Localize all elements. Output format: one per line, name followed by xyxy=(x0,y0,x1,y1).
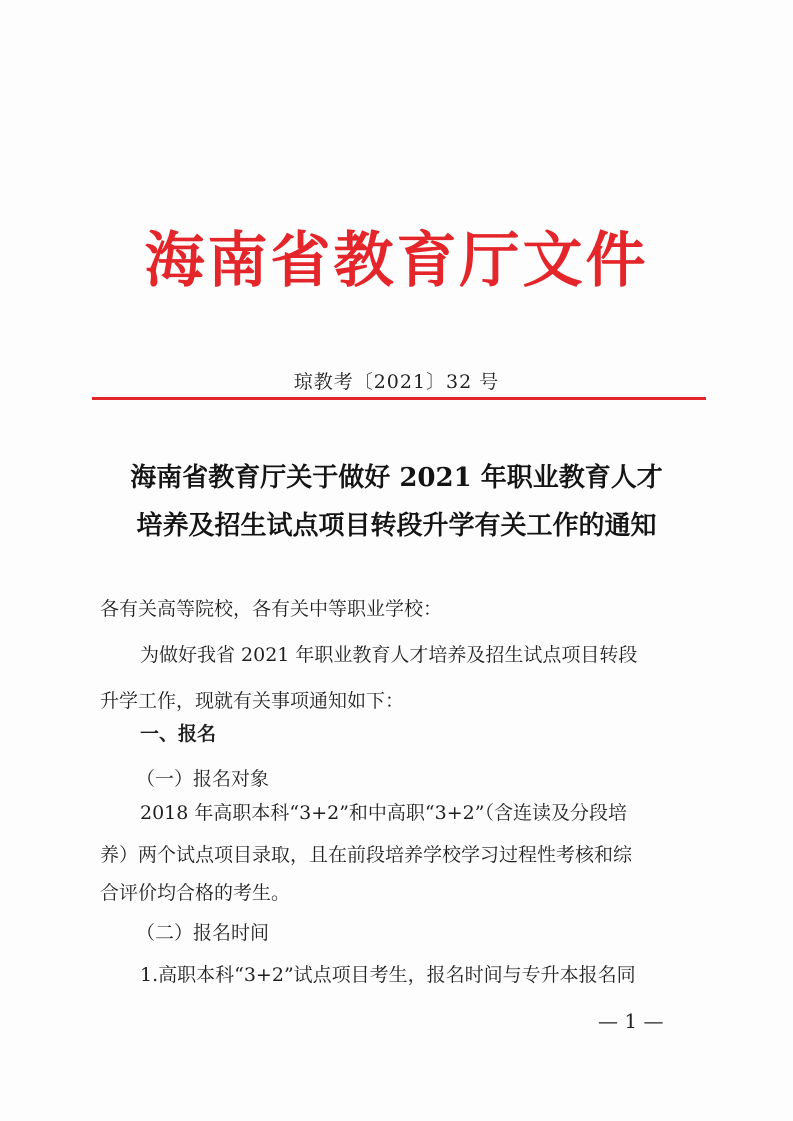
document-number: 琼教考〔2021〕32 号 xyxy=(293,371,500,393)
notice-title xyxy=(60,454,733,550)
subsection-1-line-3: 合评价均合格的考生。 xyxy=(100,882,291,904)
subsection-2-heading: （二）报名时间 xyxy=(136,922,270,944)
subsection-1-line-2: 养）两个试点项目录取，且在前段培养学校学习过程性考核和综 xyxy=(100,844,633,866)
subsection-1-line-1: 2018 年高职本科“3+2”和中高职“3+2”（含连读及分段培 xyxy=(140,802,627,824)
intro-paragraph-line-2: 升学工作，现就有关事项通知如下： xyxy=(100,690,405,712)
notice-title-line-2: 培养及招生试点项目转段升学有关工作的通知 xyxy=(136,511,657,541)
salutation: 各有关高等院校，各有关中等职业学校： xyxy=(100,598,443,620)
subsection-1-heading: （一）报名对象 xyxy=(136,768,270,790)
intro-paragraph-line-1: 为做好我省 2021 年职业教育人才培养及招生试点项目转段 xyxy=(140,644,638,666)
document-header-title: 海南省教育厅文件 xyxy=(144,226,649,296)
notice-title-line-1: 海南省教育厅关于做好 2021 年职业教育人才 xyxy=(130,463,663,493)
red-divider-line xyxy=(92,397,706,400)
section-1-heading: 一、报名 xyxy=(140,723,217,745)
page-number: — 1 — xyxy=(598,1009,664,1033)
item-1-line-1: 1.高职本科“3+2”试点项目考生，报名时间与专升本报名同 xyxy=(140,964,636,986)
